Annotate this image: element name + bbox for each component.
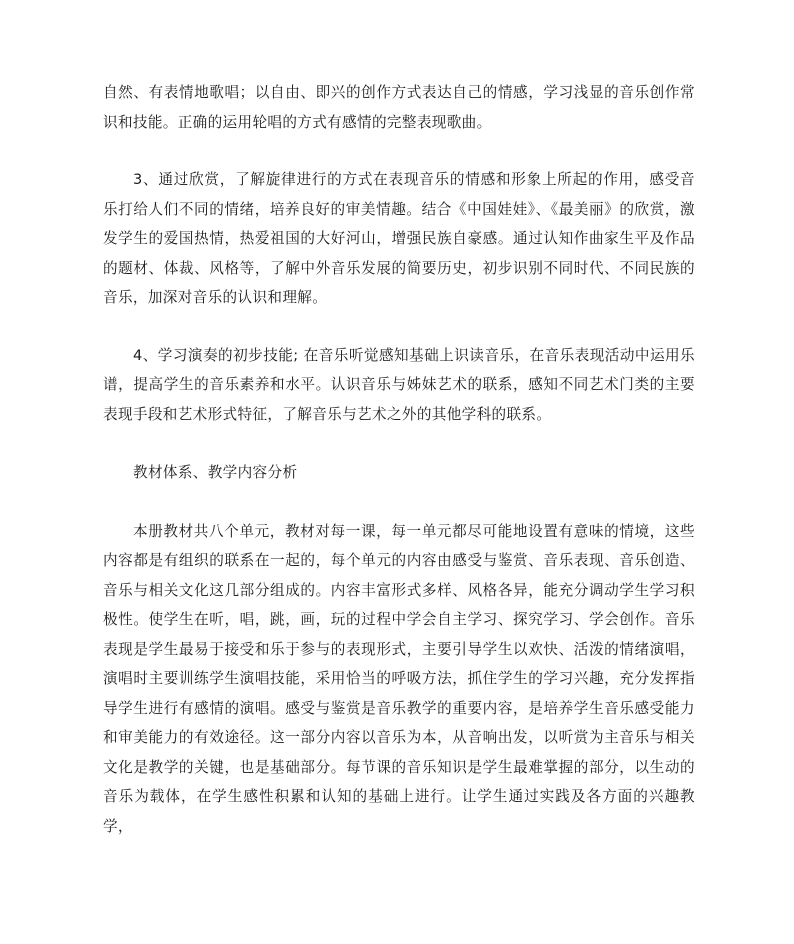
paragraph-objective-4: 4、学习演奏的初步技能; 在音乐听觉感知基础上识读音乐，在音乐表现活动中运用乐谱，提高学生的音乐素养和水平。认识音乐与姊妹艺术的联系，感知不同艺术门类的主要表现手段和艺术形式特征，了解音乐与艺术之外的其他学科的联系。: [103, 346, 695, 423]
paragraph-analysis: 本册教材共八个单元，教材对每一课，每一单元都尽可能地设置有意味的情境，这些内容都是有组织的联系在一起的，每个单元的内容由感受与鉴赏、音乐表现、音乐创造、音乐与相关文化这几部分组成的。内容丰富形式多样、风格各异，能充分调动学生学习积极性。使学生在听，唱，跳，画，玩的过程中学会自主学习、探究学习、学会创作。音乐表现是学生最易于接受和乐于参与的表现形式，主要引导学生以欢快、活泼的情绪演唱，演唱时主要训练学生演唱技能，采用恰当的呼吸方法，抓住学生的学习兴趣，充分发挥指导学生进行有感情的演唱。感受与鉴赏是音乐教学的重要内容，是培养学生音乐感受能力和审美能力的有效途径。这一部分内容以音乐为本，从音响出发，以听赏为主音乐与相关文化是教学的关键，也是基础部分。每节课的音乐知识是学生最难掌握的部分，以生动的音乐为载体，在学生感性积累和认知的基础上进行。让学生通过实践及各方面的兴趣教学，: [103, 522, 695, 835]
paragraph-continuation: 自然、有表情地歌唱；以自由、即兴的创作方式表达自己的情感，学习浅显的音乐创作常识和技能。正确的运用轮唱的方式有感情的完整表现歌曲。: [103, 84, 695, 131]
section-heading: 教材体系、教学内容分析: [133, 464, 298, 481]
document-body: [103, 78, 695, 841]
paragraph-objective-3: 3、通过欣赏，了解旋律进行的方式在表现音乐的情感和形象上所起的作用，感受音乐打给人们不同的情绪，培养良好的审美情趣。结合《中国娃娃》、《最美丽》的欣赏，激发学生的爱国热情，热爱祖国的大好河山，增强民族自豪感。通过认知作曲家生平及作品的题材、体裁、风格等，了解中外音乐发展的简要历史，初步识别不同时代、不同民族的音乐，加深对音乐的认识和理解。: [103, 171, 695, 306]
